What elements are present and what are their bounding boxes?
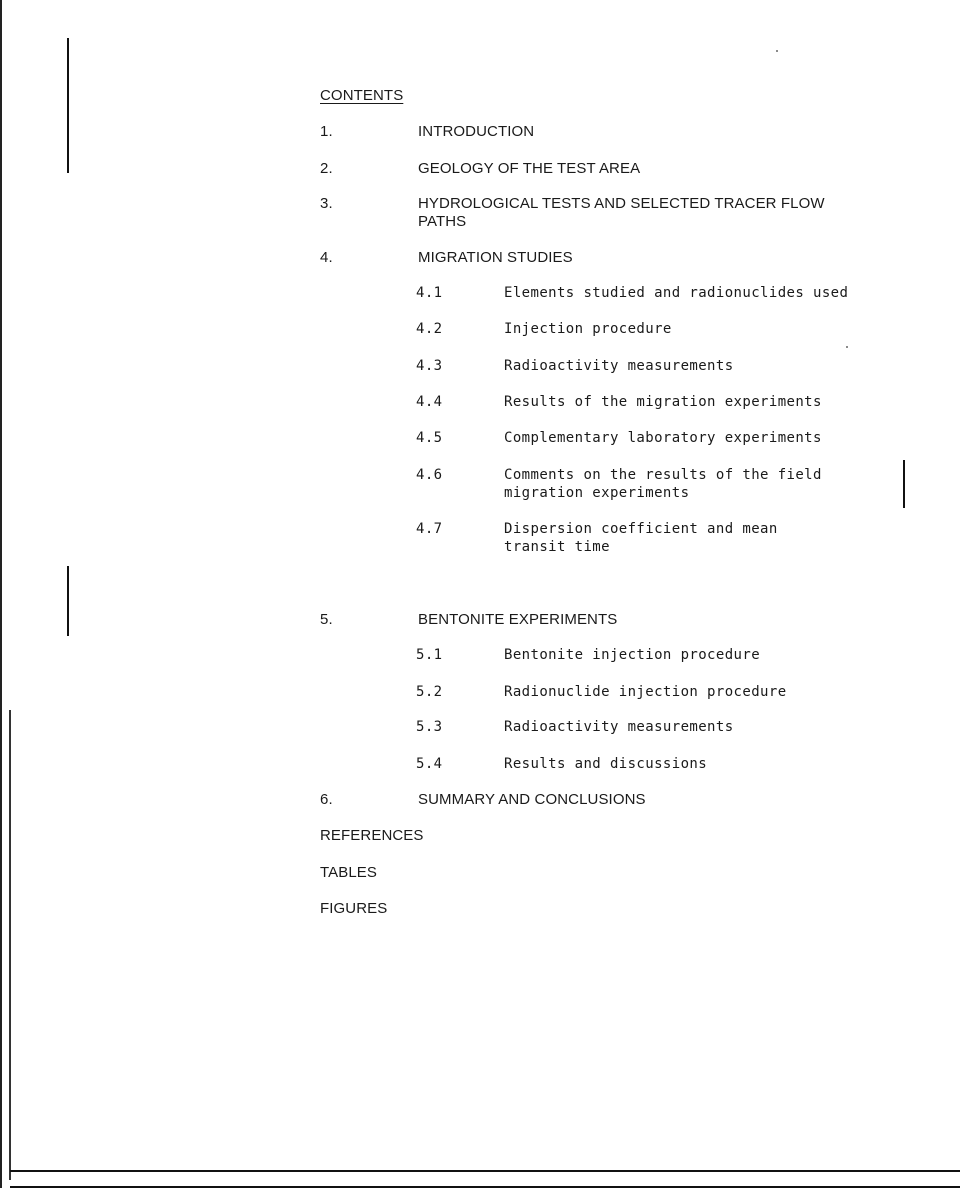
toc-title: BENTONITE EXPERIMENTS — [418, 611, 618, 628]
toc-title-continuation: PATHS — [418, 213, 467, 230]
toc-number: 4.5 — [416, 430, 443, 446]
toc-title: Results of the migration experiments — [504, 394, 822, 410]
toc-number: 5.2 — [416, 684, 443, 700]
toc-number: 5.1 — [416, 647, 443, 663]
scan-margin-rule — [67, 566, 69, 636]
toc-title: SUMMARY AND CONCLUSIONS — [418, 791, 646, 808]
toc-title: HYDROLOGICAL TESTS AND SELECTED TRACER FLOW — [418, 195, 825, 212]
toc-number: 3. — [320, 195, 333, 212]
toc-title: GEOLOGY OF THE TEST AREA — [418, 160, 641, 177]
toc-number: 4.7 — [416, 521, 443, 537]
scan-speck — [776, 50, 778, 52]
toc-title: Bentonite injection procedure — [504, 647, 761, 663]
toc-title: INTRODUCTION — [418, 123, 535, 140]
toc-title: Results and discussions — [504, 756, 708, 772]
toc-number: 4.4 — [416, 394, 443, 410]
toc-title: Comments on the results of the field — [504, 467, 822, 483]
scan-margin-rule — [67, 38, 69, 173]
toc-title: Injection procedure — [504, 321, 672, 337]
scan-margin-rule — [9, 710, 11, 1180]
toc-number: 6. — [320, 791, 333, 808]
toc-references: REFERENCES — [320, 827, 424, 844]
toc-number: 4.6 — [416, 467, 443, 483]
toc-title-continuation: transit time — [504, 539, 610, 555]
toc-figures: FIGURES — [320, 900, 388, 917]
toc-title: Radioactivity measurements — [504, 719, 734, 735]
toc-title: Radioactivity measurements — [504, 358, 734, 374]
toc-number: 5.4 — [416, 756, 443, 772]
toc-number: 5.3 — [416, 719, 443, 735]
toc-number: 4.1 — [416, 285, 443, 301]
toc-number: 2. — [320, 160, 333, 177]
toc-title: Dispersion coefficient and mean — [504, 521, 778, 537]
toc-title-continuation: migration experiments — [504, 485, 690, 501]
toc-title: MIGRATION STUDIES — [418, 249, 573, 266]
toc-number: 4.2 — [416, 321, 443, 337]
toc-number: 1. — [320, 123, 333, 140]
toc-title: Complementary laboratory experiments — [504, 430, 822, 446]
toc-tables: TABLES — [320, 864, 378, 881]
toc-title: Radionuclide injection procedure — [504, 684, 787, 700]
toc-number: 4.3 — [416, 358, 443, 374]
toc-number: 5. — [320, 611, 333, 628]
scan-left-edge-rule — [0, 0, 2, 1188]
toc-title: Elements studied and radionuclides used — [504, 285, 849, 301]
toc-number: 4. — [320, 249, 333, 266]
scan-right-rule — [903, 460, 905, 508]
scan-speck — [846, 346, 848, 348]
contents-heading: CONTENTS — [320, 87, 404, 104]
scan-bottom-rule — [10, 1170, 960, 1172]
